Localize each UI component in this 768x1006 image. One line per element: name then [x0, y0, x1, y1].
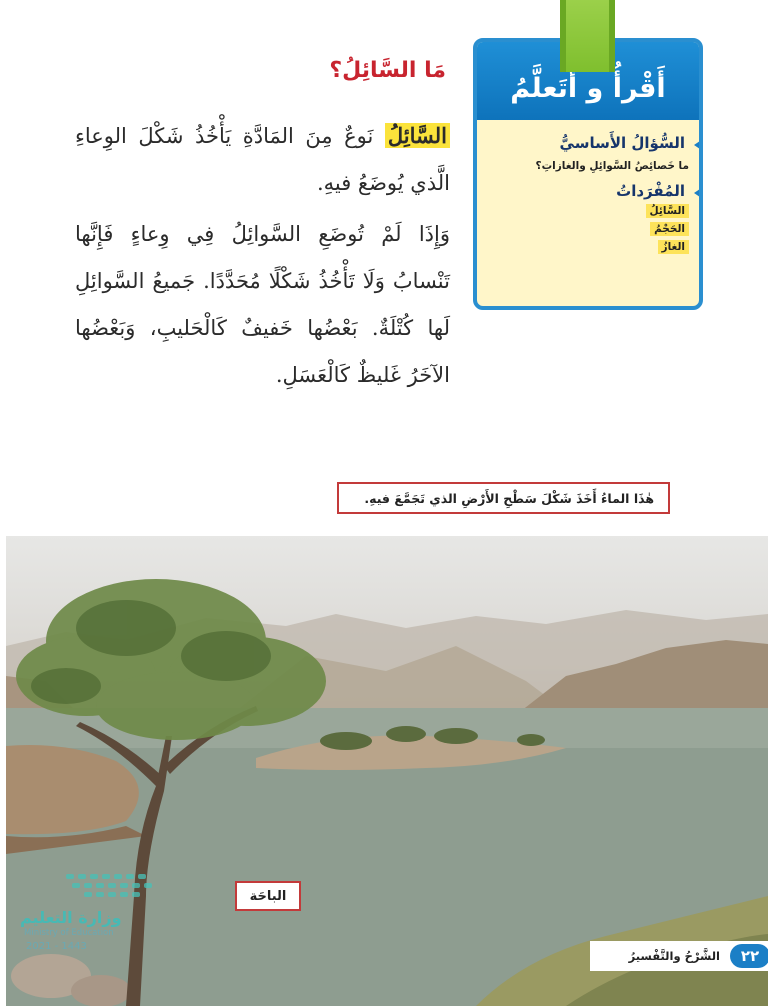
footer-section-name: الشَّرْحُ والتَّفْسيرُ — [628, 949, 720, 963]
bookmark-ribbon — [560, 0, 615, 72]
definition-paragraph — [75, 112, 450, 207]
page-footer — [590, 941, 768, 971]
definition-text: نَوعٌ مِنَ المَادَّةِ يَأْخُذُ شَكْلَ الوِعاءِ الَّذي يُوضَعُ فيهِ. — [75, 124, 450, 195]
pointer-arrow-icon — [694, 187, 703, 199]
essential-question: ما خَصائِصُ السَّوائِلِ والغازاتِ؟ — [535, 160, 689, 172]
page-number: ٢٢ — [730, 944, 768, 968]
learn-title: أَقْرأُ و أَتَعلَّمُ — [510, 72, 666, 104]
body-paragraph: وَإِذَا لَمْ تُوضَعِ السَّوائِلُ فِي وِعاءٍ فَإِنَّها تَنْسابُ وَلَا تَأْخُذُ شَكْلًا مُحَدَّدًا. جَميعُ السَّوائِلِ لَها كُتْلَةٌ. بَعْضُها خَفيفٌ كَالْحَليبِ، وَبَعْضُها الآخَرُ غَليظٌ كَالْعَسَلِ. — [75, 222, 450, 387]
vocab-heading-text: المُفْرَداتُ — [616, 182, 685, 200]
main-text — [75, 112, 450, 403]
photo-label: الباحَة — [235, 881, 301, 911]
highlighted-term: السَّائِلُ — [385, 123, 450, 148]
vocab-item-gas: الغازُ — [658, 240, 689, 254]
question-heading — [487, 134, 689, 152]
pointer-arrow-icon — [694, 139, 703, 151]
watermark-year: 2021 - 1443 — [26, 941, 87, 952]
section-title: مَا السَّائِلُ؟ — [329, 58, 446, 83]
vocab-item-volume: الحَجْمُ — [650, 222, 689, 236]
vocab-heading — [487, 182, 689, 200]
learn-sidebar — [473, 38, 703, 310]
watermark-name: وزارة التعليم — [20, 908, 122, 927]
learn-body — [477, 120, 699, 254]
vocab-item-liquid: السَّائِلُ — [646, 204, 689, 218]
question-heading-text: السُّؤالُ الأَساسيُّ — [559, 134, 685, 152]
watermark-subtitle: Ministry of Education — [24, 928, 114, 938]
photo-caption: هٰذَا الماءُ أَخَذَ شَكْلَ سَطْحِ الأَرْضِ الذي تَجَمَّعَ فيهِ. — [337, 482, 670, 514]
